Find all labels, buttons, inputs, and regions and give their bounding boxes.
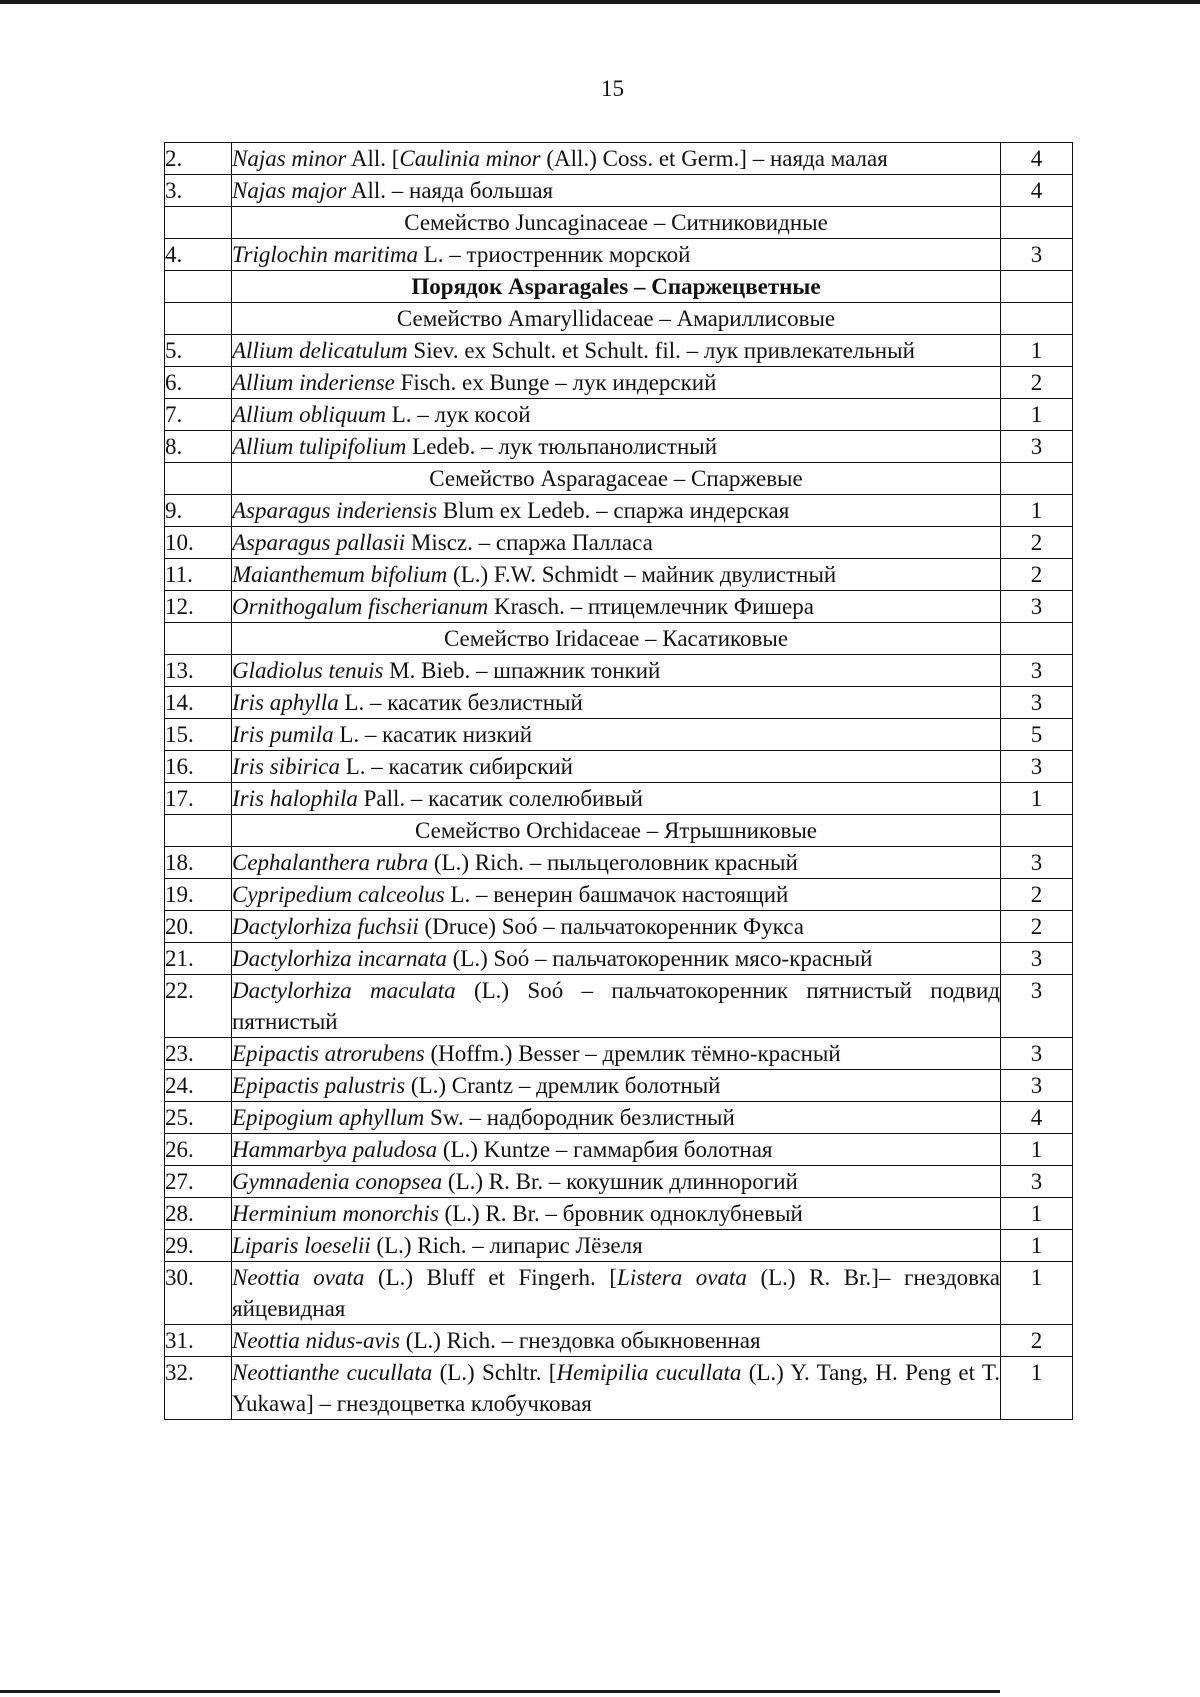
table-row <box>165 495 1073 527</box>
species-table <box>164 142 1073 1420</box>
name-text: (L.) Kuntze – гаммарбия болотная <box>437 1137 773 1162</box>
scientific-name: Cypripedium calceolus <box>232 882 445 907</box>
scientific-name: Neottia ovata <box>232 1265 365 1290</box>
scientific-name: Hemipilia cucullata <box>556 1360 742 1385</box>
scientific-name: Allium delicatulum <box>232 338 408 363</box>
species-name <box>232 943 1001 975</box>
species-name <box>232 1262 1001 1325</box>
scientific-name: Neottianthe cucullata <box>232 1360 433 1385</box>
table-row <box>165 527 1073 559</box>
scientific-name: Epipogium aphyllum <box>232 1105 425 1130</box>
page-number: 15 <box>601 76 624 101</box>
table-row <box>165 591 1073 623</box>
species-name <box>232 367 1001 399</box>
status-category: 3 <box>1001 1166 1073 1198</box>
row-number: 27. <box>165 1166 232 1198</box>
species-name <box>232 1325 1001 1357</box>
name-text: Pall. – касатик солелюбивый <box>357 786 643 811</box>
name-text: (L.) F.W. Schmidt – майник двулистный <box>447 562 837 587</box>
empty-cell <box>1001 207 1073 239</box>
status-category: 3 <box>1001 1038 1073 1070</box>
scientific-name: Hammarbya paludosa <box>232 1137 438 1162</box>
status-category: 4 <box>1001 143 1073 175</box>
species-name <box>232 143 1001 175</box>
status-category: 1 <box>1001 399 1073 431</box>
scientific-name: Triglochin maritima <box>232 242 418 267</box>
species-name <box>232 591 1001 623</box>
species-name <box>232 1166 1001 1198</box>
scientific-name: Dactylorhiza incarnata <box>232 946 447 971</box>
family-heading: Семейство Orchidaceae – Ятрышниковые <box>232 815 1001 847</box>
table-row <box>165 175 1073 207</box>
name-text: (L.) Rich. – гнездовка обыкновенная <box>400 1328 761 1353</box>
scan-edge-bottom <box>0 1690 1000 1693</box>
status-category: 2 <box>1001 911 1073 943</box>
scientific-name: Listera ovata <box>617 1265 747 1290</box>
empty-cell <box>165 815 232 847</box>
status-category: 2 <box>1001 879 1073 911</box>
row-number: 9. <box>165 495 232 527</box>
name-text: (L.) Bluff et Fingerh. [ <box>364 1265 618 1290</box>
table-row <box>165 1038 1073 1070</box>
row-number: 2. <box>165 143 232 175</box>
species-name <box>232 1038 1001 1070</box>
table-row <box>165 399 1073 431</box>
scientific-name: Dactylorhiza fuchsii <box>232 914 419 939</box>
table-row <box>165 975 1073 1038</box>
name-text: (L.) Schltr. [ <box>432 1360 557 1385</box>
row-number: 25. <box>165 1102 232 1134</box>
name-text: M. Bieb. – шпажник тонкий <box>383 658 661 683</box>
table-row <box>165 559 1073 591</box>
status-category: 3 <box>1001 1070 1073 1102</box>
status-category: 3 <box>1001 591 1073 623</box>
row-number: 32. <box>165 1357 232 1420</box>
status-category: 2 <box>1001 367 1073 399</box>
status-category: 3 <box>1001 975 1073 1038</box>
empty-cell <box>165 207 232 239</box>
scientific-name: Cephalanthera rubra <box>232 850 429 875</box>
status-category: 1 <box>1001 1357 1073 1420</box>
name-text: (All.) Coss. et Germ.] – наяда малая <box>540 146 888 171</box>
name-text: L. – касатик низкий <box>333 722 533 747</box>
row-number: 11. <box>165 559 232 591</box>
empty-cell <box>1001 271 1073 303</box>
status-category: 4 <box>1001 175 1073 207</box>
table-row <box>165 943 1073 975</box>
species-name <box>232 783 1001 815</box>
scientific-name: Asparagus pallasii <box>232 530 406 555</box>
table-row <box>165 335 1073 367</box>
species-name <box>232 847 1001 879</box>
table-row <box>165 1325 1073 1357</box>
species-name <box>232 1070 1001 1102</box>
scientific-name: Allium obliquum <box>232 402 386 427</box>
row-number: 26. <box>165 1134 232 1166</box>
table-row <box>165 847 1073 879</box>
row-number: 6. <box>165 367 232 399</box>
name-text: All. – наяда большая <box>346 178 554 203</box>
table-row <box>165 751 1073 783</box>
row-number: 13. <box>165 655 232 687</box>
scientific-name: Neottia nidus-avis <box>232 1328 401 1353</box>
family-heading-row <box>165 815 1073 847</box>
row-number: 14. <box>165 687 232 719</box>
table-row <box>165 783 1073 815</box>
name-text: (L.) Soó – пальчатокоренник пятнистый подвид пятнистый <box>232 978 1000 1034</box>
name-text: Krasch. – птицемлечник Фишера <box>488 594 814 619</box>
name-text: (L.) Y. Tang, H. Peng et T. Yukawa] – гнездоцветка клобучковая <box>232 1360 1001 1416</box>
scientific-name: Maianthemum bifolium <box>232 562 448 587</box>
name-text: L. – касатик безлистный <box>338 690 583 715</box>
row-number: 24. <box>165 1070 232 1102</box>
species-name <box>232 911 1001 943</box>
order-heading-row <box>165 271 1073 303</box>
empty-cell <box>165 623 232 655</box>
table-row <box>165 1357 1073 1420</box>
table-row <box>165 1262 1073 1325</box>
status-category: 2 <box>1001 527 1073 559</box>
row-number: 17. <box>165 783 232 815</box>
family-heading-row <box>165 463 1073 495</box>
status-category: 3 <box>1001 431 1073 463</box>
table-row <box>165 655 1073 687</box>
status-category: 3 <box>1001 751 1073 783</box>
status-category: 1 <box>1001 1230 1073 1262</box>
table-row <box>165 143 1073 175</box>
table-row <box>165 1166 1073 1198</box>
scientific-name: Ornithogalum fischerianum <box>232 594 489 619</box>
table-row <box>165 1102 1073 1134</box>
scientific-name: Gladiolus tenuis <box>232 658 384 683</box>
row-number: 10. <box>165 527 232 559</box>
scientific-name: Iris halophila <box>232 786 358 811</box>
species-name <box>232 1102 1001 1134</box>
scientific-name: Iris pumila <box>232 722 334 747</box>
name-text: (L.) Soó – пальчатокоренник мясо-красный <box>446 946 873 971</box>
scientific-name: Liparis loeselii <box>232 1233 371 1258</box>
species-name <box>232 495 1001 527</box>
species-name <box>232 719 1001 751</box>
table-row <box>165 1134 1073 1166</box>
row-number: 7. <box>165 399 232 431</box>
row-number: 20. <box>165 911 232 943</box>
name-text: Ledeb. – лук тюльпанолистный <box>406 434 718 459</box>
name-text: (L.) R. Br.]– гнездовка яйцевидная <box>232 1265 1000 1321</box>
table-row <box>165 911 1073 943</box>
scientific-name: Allium inderiense <box>232 370 395 395</box>
species-name <box>232 1134 1001 1166</box>
status-category: 3 <box>1001 943 1073 975</box>
name-text: (L.) R. Br. – кокушник длиннорогий <box>442 1169 798 1194</box>
status-category: 1 <box>1001 1198 1073 1230</box>
name-text: (L.) R. Br. – бровник одноклубневый <box>438 1201 803 1226</box>
scientific-name: Herminium monorchis <box>232 1201 439 1226</box>
species-name <box>232 527 1001 559</box>
row-number: 8. <box>165 431 232 463</box>
empty-cell <box>1001 623 1073 655</box>
species-name <box>232 1198 1001 1230</box>
status-category: 3 <box>1001 847 1073 879</box>
family-heading-row <box>165 207 1073 239</box>
name-text: (L.) Rich. – липарис Лёзеля <box>370 1233 643 1258</box>
family-heading: Семейство Asparagaceae – Спаржевые <box>232 463 1001 495</box>
table-row <box>165 1070 1073 1102</box>
row-number: 15. <box>165 719 232 751</box>
status-category: 1 <box>1001 495 1073 527</box>
table-row <box>165 1198 1073 1230</box>
table-row <box>165 1230 1073 1262</box>
name-text: (L.) Rich. – пыльцеголовник красный <box>428 850 798 875</box>
scientific-name: Gymnadenia conopsea <box>232 1169 443 1194</box>
family-heading-row <box>165 303 1073 335</box>
scientific-name: Iris aphylla <box>232 690 339 715</box>
table-row <box>165 719 1073 751</box>
row-number: 28. <box>165 1198 232 1230</box>
order-heading: Порядок Asparagales – Спаржецветные <box>232 271 1001 303</box>
status-category: 5 <box>1001 719 1073 751</box>
name-text: Siev. ex Schult. et Schult. fil. – лук привлекательный <box>407 338 915 363</box>
status-category: 1 <box>1001 1262 1073 1325</box>
family-heading: Семейство Juncaginaceae – Ситниковидные <box>232 207 1001 239</box>
name-text: Blum ex Ledeb. – спаржа индерская <box>437 498 790 523</box>
species-name <box>232 559 1001 591</box>
species-name <box>232 879 1001 911</box>
status-category: 2 <box>1001 559 1073 591</box>
status-category: 2 <box>1001 1325 1073 1357</box>
row-number: 16. <box>165 751 232 783</box>
species-name <box>232 1230 1001 1262</box>
scientific-name: Epipactis palustris <box>232 1073 406 1098</box>
species-name <box>232 655 1001 687</box>
empty-cell <box>1001 815 1073 847</box>
empty-cell <box>165 303 232 335</box>
name-text: L. – касатик сибирский <box>339 754 573 779</box>
row-number: 3. <box>165 175 232 207</box>
row-number: 31. <box>165 1325 232 1357</box>
species-name <box>232 687 1001 719</box>
empty-cell <box>1001 463 1073 495</box>
row-number: 30. <box>165 1262 232 1325</box>
scientific-name: Najas major <box>232 178 347 203</box>
scientific-name: Allium tulipifolium <box>232 434 407 459</box>
empty-cell <box>1001 303 1073 335</box>
table-row <box>165 367 1073 399</box>
scientific-name: Iris sibirica <box>232 754 340 779</box>
name-text: L. – венерин башмачок настоящий <box>444 882 789 907</box>
name-text: (Hoffm.) Besser – дремлик тёмно-красный <box>424 1041 841 1066</box>
empty-cell <box>165 463 232 495</box>
name-text: Sw. – надбородник безлистный <box>424 1105 735 1130</box>
scientific-name: Asparagus inderiensis <box>232 498 438 523</box>
row-number: 22. <box>165 975 232 1038</box>
status-category: 1 <box>1001 783 1073 815</box>
table-row <box>165 879 1073 911</box>
status-category: 3 <box>1001 687 1073 719</box>
row-number: 5. <box>165 335 232 367</box>
species-name <box>232 751 1001 783</box>
table-row <box>165 431 1073 463</box>
name-text: L. – лук косой <box>385 402 531 427</box>
scientific-name: Dactylorhiza maculata <box>232 978 456 1003</box>
status-category: 4 <box>1001 1102 1073 1134</box>
status-category: 1 <box>1001 335 1073 367</box>
table-row <box>165 687 1073 719</box>
row-number: 19. <box>165 879 232 911</box>
empty-cell <box>165 271 232 303</box>
status-category: 3 <box>1001 655 1073 687</box>
family-heading: Семейство Iridaceae – Касатиковые <box>232 623 1001 655</box>
scientific-name: Caulinia minor <box>399 146 541 171</box>
row-number: 18. <box>165 847 232 879</box>
species-name <box>232 399 1001 431</box>
name-text: (Druce) Soó – пальчатокоренник Фукса <box>418 914 804 939</box>
name-text: L. – триостренник морской <box>417 242 691 267</box>
species-table-body <box>165 143 1073 1420</box>
family-heading-row <box>165 623 1073 655</box>
row-number: 29. <box>165 1230 232 1262</box>
family-heading: Семейство Amaryllidaceae – Амариллисовые <box>232 303 1001 335</box>
species-name <box>232 335 1001 367</box>
name-text: Fisch. ex Bunge – лук индерский <box>394 370 717 395</box>
species-name <box>232 175 1001 207</box>
name-text: (L.) Crantz – дремлик болотный <box>405 1073 721 1098</box>
species-name <box>232 431 1001 463</box>
name-text: All. [ <box>346 146 400 171</box>
scientific-name: Epipactis atrorubens <box>232 1041 425 1066</box>
species-name <box>232 1357 1001 1420</box>
row-number: 4. <box>165 239 232 271</box>
table-row <box>165 239 1073 271</box>
scan-edge-top <box>0 0 1200 4</box>
row-number: 21. <box>165 943 232 975</box>
status-category: 3 <box>1001 239 1073 271</box>
status-category: 1 <box>1001 1134 1073 1166</box>
name-text: Miscz. – спаржа Палласа <box>405 530 653 555</box>
row-number: 12. <box>165 591 232 623</box>
scientific-name: Najas minor <box>232 146 347 171</box>
species-name <box>232 239 1001 271</box>
species-name <box>232 975 1001 1038</box>
row-number: 23. <box>165 1038 232 1070</box>
